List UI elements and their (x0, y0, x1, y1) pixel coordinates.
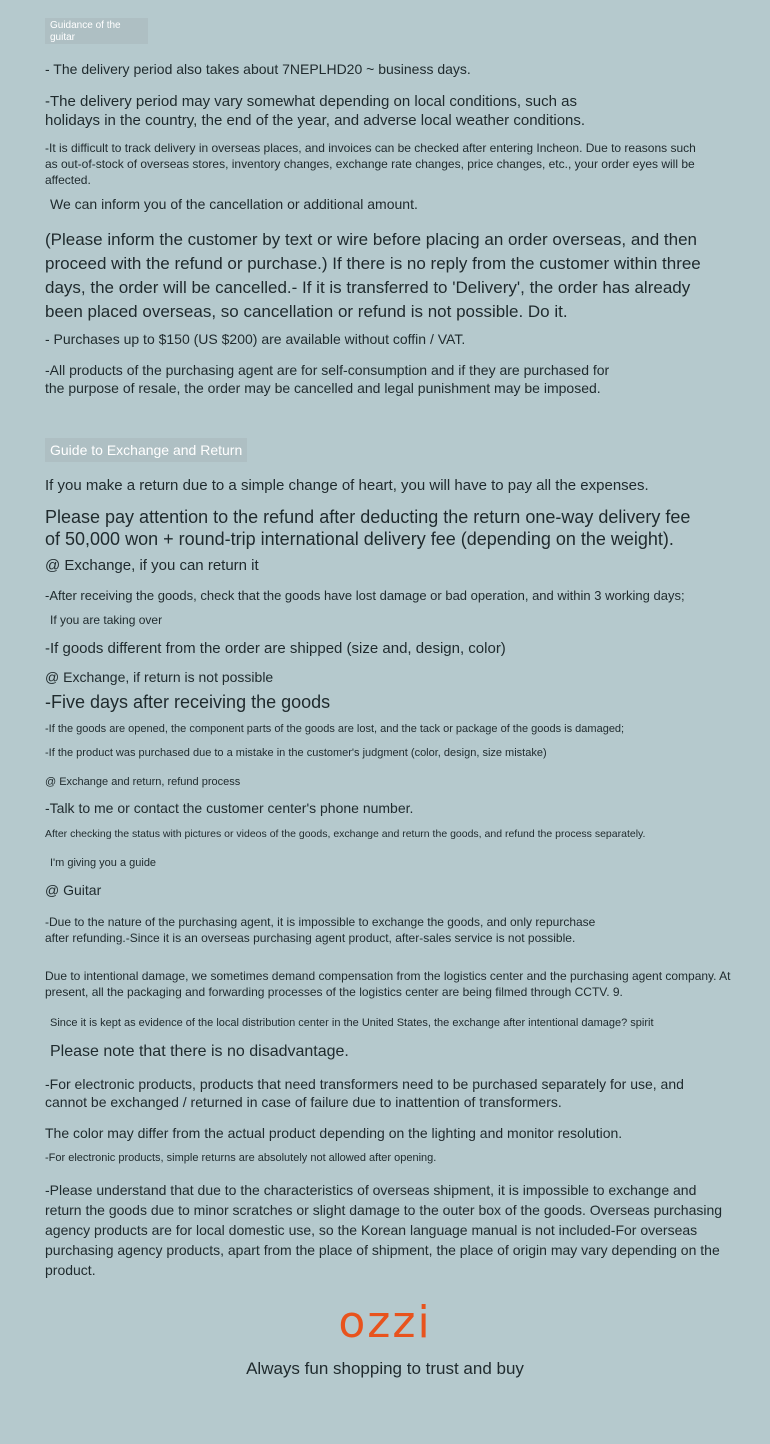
section-heading-exchange-return: Guide to Exchange and Return (45, 438, 247, 462)
purchase-limit-text: - Purchases up to $150 (US $200) are available without coffin / VAT. (45, 331, 466, 347)
evidence-text: Since it is kept as evidence of the local distribution center in the United States, the exchange after intentional damage? spirit (50, 1017, 654, 1029)
ozzi-logo: ozzi (338, 1297, 432, 1348)
no-disadvantage-text: Please note that there is no disadvantage. (50, 1043, 349, 1060)
tagline-text: Always fun shopping to trust and buy (246, 1359, 524, 1378)
giving-guide-text: I'm giving you a guide (50, 857, 157, 869)
intentional-damage-text: Due to intentional damage, we sometimes demand compensation from the logistics center and the purchasing agent company. At present, all the packaging and forwarding processes of the logistics center are being filmed through CCTV. 9. (45, 969, 731, 999)
no-returns-electronics-text: -For electronic products, simple returns are absolutely not allowed after opening. (45, 1152, 437, 1164)
exchange-possible-title: @ Exchange, if you can return it (45, 557, 259, 574)
resale-warning-text: -All products of the purchasing agent are for self-consumption and if they are purchased for the purpose of resale, the order may be cancelled and legal punishment may be imposed. (45, 362, 610, 396)
overseas-shipment-text: -Please understand that due to the characteristics of overseas shipment, it is impossible to exchange and return the goods due to minor scratches or slight damage to the outer box of the goods. Overseas purchasing agency products are for local domestic use, so the Korean language manual is not included-For overseas purchasing agency products, apart from the place of shipment, the place of origin may vary depending on the product. (45, 1182, 723, 1278)
change-of-heart-text: If you make a return due to a simple change of heart, you will have to pay all the expenses. (45, 477, 649, 494)
guitar-title: @ Guitar (45, 882, 102, 898)
delivery-period-text: - The delivery period also takes about 7NEPLHD20 ~ business days. (45, 61, 471, 77)
refund-process-title: @ Exchange and return, refund process (45, 776, 241, 788)
color-difference-text: The color may differ from the actual product depending on the lighting and monitor resolution. (45, 1125, 623, 1141)
transformer-notice-text: -For electronic products, products that need transformers need to be purchased separately for use, and cannot be exchanged / returned in case of failure due to inattention of transformers. (45, 1076, 684, 1110)
taking-over-text: If you are taking over (50, 613, 163, 627)
after-receiving-text: -After receiving the goods, check that the goods have lost damage or bad operation, and within 3 working days; (45, 588, 685, 603)
goods-opened-text: -If the goods are opened, the component parts of the goods are lost, and the tack or package of the goods is damaged; (45, 723, 625, 735)
order-process-text: (Please inform the customer by text or wire before placing an order overseas, and then proceed with the refund or purchase.) If there is no reply from the customer within three days, the order will be cancelled.- If it is transferred to 'Delivery', the order has already been placed overseas, so cancellation or refund is not possible. Do it. (45, 230, 701, 321)
tracking-notice-text: -It is difficult to track delivery in overseas places, and invoices can be checked after entering Incheon. Due to reasons such as out-of-stock of overseas stores, inventory changes, exchange rate changes, price changes, etc., your order eyes will be affected. (45, 141, 696, 187)
refund-fee-text: Please pay attention to the refund after deducting the return one-way delivery fee of 50,000 won + round-trip international delivery fee (depending on the weight). (45, 507, 691, 549)
section-heading-guidance: Guidance of the guitar (45, 18, 148, 44)
cancellation-inform-text: We can inform you of the cancellation or additional amount. (50, 196, 418, 212)
status-check-text: After checking the status with pictures or videos of the goods, exchange and return the goods, and refund the process separately. (45, 828, 646, 840)
exchange-not-possible-title: @ Exchange, if return is not possible (45, 669, 274, 685)
delivery-variation-text: -The delivery period may vary somewhat depending on local conditions, such as holidays in the country, the end of the year, and adverse local weather conditions. (45, 93, 586, 129)
five-days-text: -Five days after receiving the goods (45, 692, 331, 712)
repurchase-notice-text: -Due to the nature of the purchasing agent, it is impossible to exchange the goods, and only repurchase after refunding.-Since it is an overseas purchasing agent product, after-sales service is not possible. (45, 915, 596, 945)
contact-center-text: -Talk to me or contact the customer center's phone number. (45, 800, 414, 816)
different-goods-text: -If goods different from the order are shipped (size and, design, color) (45, 640, 506, 657)
customer-mistake-text: -If the product was purchased due to a mistake in the customer's judgment (color, design, size mistake) (45, 747, 547, 759)
